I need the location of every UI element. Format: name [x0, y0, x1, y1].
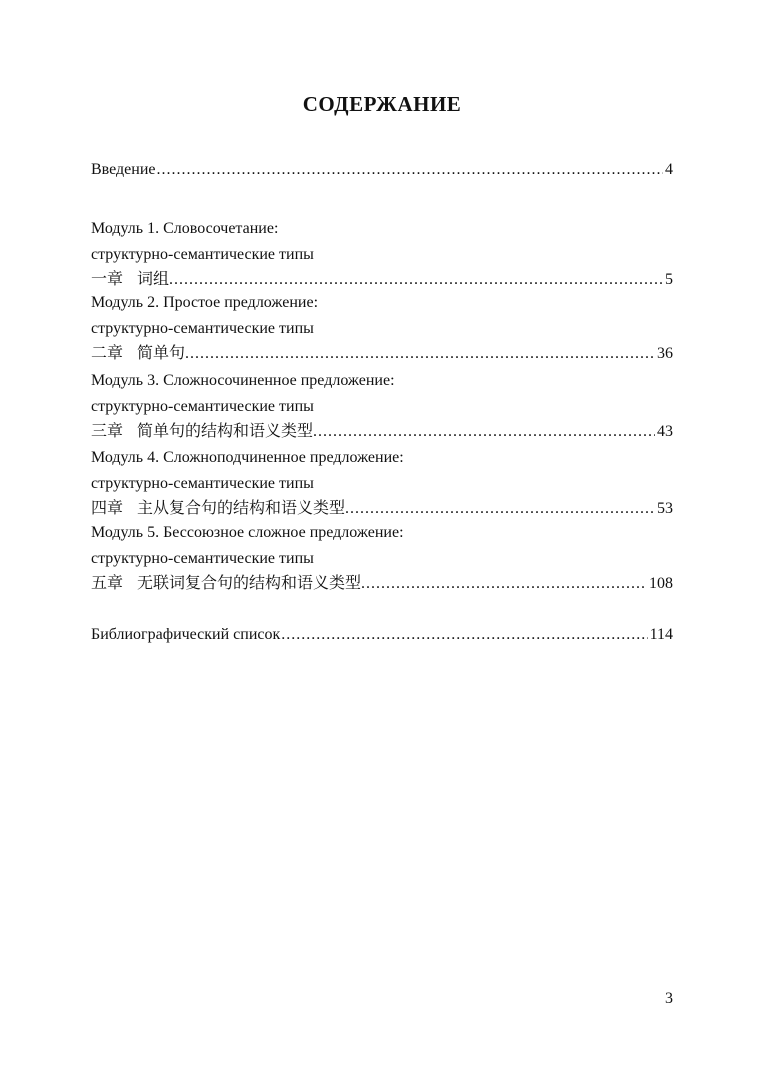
toc-entry-page: 36: [657, 345, 673, 362]
toc-entry-module-4[interactable]: [91, 445, 673, 522]
toc-cn-title: 词组.: [137, 271, 174, 288]
toc-entry-page: 114: [649, 626, 673, 643]
toc-entry-label: Введение: [91, 161, 156, 178]
toc-entry-page: 5: [665, 271, 673, 288]
toc-cn-title: 简单句.: [137, 345, 190, 362]
toc-cn-title: 简单句的结构和语义类型.: [137, 423, 318, 440]
dot-leader: [281, 622, 647, 648]
toc-module-subtitle: структурно-семантические типы: [91, 319, 314, 337]
toc-entry-page: 108: [649, 575, 673, 592]
toc-entry-module-5[interactable]: [91, 520, 673, 597]
toc-entry-intro[interactable]: [91, 157, 673, 183]
toc-cn-chapter: 五章: [91, 575, 124, 592]
toc-cn-title: 无联词复合句的结构和语义类型.: [137, 575, 366, 592]
toc-module-heading: Модуль 3. Сложносочиненное предложение:: [91, 372, 395, 389]
page-title: СОДЕРЖАНИЕ: [302, 92, 462, 116]
dot-leader: [157, 157, 664, 183]
dot-leader: [190, 341, 655, 367]
page-number: 3: [665, 990, 673, 1007]
toc-module-heading: Модуль 5. Бессоюзное сложное предложение:: [91, 524, 404, 541]
dot-leader: [174, 267, 663, 293]
toc-module-heading: Модуль 1. Словосочетание:: [91, 220, 279, 237]
toc-entry-page: 53: [657, 500, 673, 517]
toc-cn-title: 主从复合句的结构和语义类型.: [137, 500, 350, 517]
toc-entry-page: 43: [657, 423, 673, 440]
toc-module-subtitle: структурно-семантические типы: [91, 549, 314, 567]
toc-entry-label: Библиографический список: [91, 626, 281, 643]
toc-entry-page: 4: [665, 161, 673, 178]
toc-entry-bibliography[interactable]: [91, 622, 673, 648]
toc-cn-chapter: 二章: [91, 345, 124, 362]
toc-entry-module-1[interactable]: [91, 216, 673, 293]
toc-module-subtitle: структурно-семантические типы: [91, 245, 314, 263]
toc-cn-chapter: 四章: [91, 500, 124, 517]
toc-entry-module-3[interactable]: [91, 368, 673, 445]
toc-cn-chapter: 一章: [91, 271, 124, 288]
dot-leader: [318, 419, 655, 445]
toc-module-heading: Модуль 4. Сложноподчиненное предложение:: [91, 449, 404, 466]
dot-leader: [350, 496, 655, 522]
dot-leader: [366, 571, 647, 597]
toc-entry-module-2[interactable]: [91, 290, 673, 367]
toc-module-heading: Модуль 2. Простое предложение:: [91, 294, 319, 311]
toc-cn-chapter: 三章: [91, 423, 124, 440]
toc-module-subtitle: структурно-семантические типы: [91, 474, 314, 492]
toc-module-subtitle: структурно-семантические типы: [91, 397, 314, 415]
